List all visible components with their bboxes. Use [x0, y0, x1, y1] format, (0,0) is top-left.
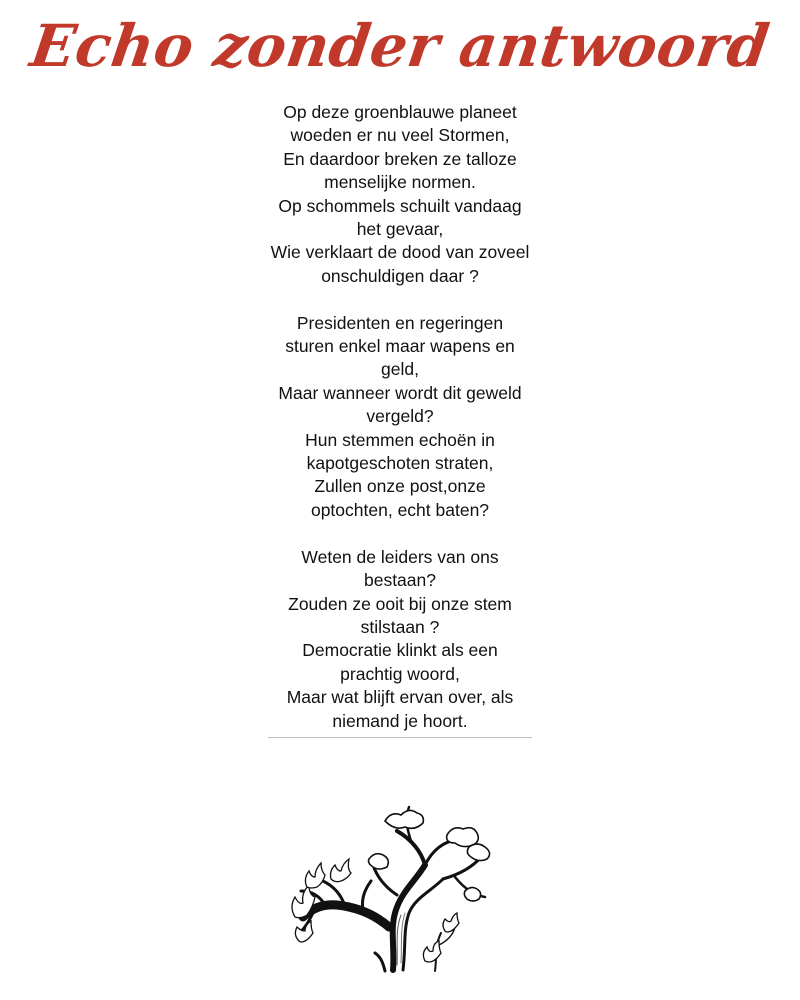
poem-line: Presidenten en regeringen — [296, 312, 504, 333]
divider — [268, 737, 532, 738]
poem-body — [250, 101, 550, 733]
poem-line: menselijke normen. — [324, 172, 476, 193]
poem-line: Op deze groenblauwe planeet — [283, 102, 517, 122]
poem-line: Maar wat blijft ervan over, als — [286, 687, 514, 708]
poem-line: onschuldigen daar ? — [321, 265, 479, 286]
poem-line: Zouden ze ooit bij onze stem — [288, 593, 512, 614]
poem-line: geld, — [381, 359, 419, 380]
poem-line: optochten, echt baten? — [310, 499, 490, 520]
poem-line: En daardoor breken ze talloze — [283, 148, 517, 169]
poem-line: stilstaan ? — [360, 616, 440, 637]
poem-line: Op schommels schuilt vandaag — [278, 195, 522, 216]
poem-line: niemand je hoort. — [332, 710, 468, 731]
poem-line: Maar wanneer wordt dit geweld — [278, 382, 522, 403]
poem-line: het gevaar, — [356, 219, 444, 240]
poem-stanza — [250, 312, 550, 523]
poem-line: Zullen onze post,onze — [314, 476, 486, 497]
poem-line: Wie verklaart de dood van zoveel — [270, 242, 530, 263]
poem-stanza — [250, 546, 550, 733]
poem-line: Hun stemmen echoën in — [305, 429, 495, 450]
poem-line: vergeld? — [366, 406, 434, 427]
page-title: Echo zonder antwoord — [26, 12, 774, 80]
poem-line: prachtig woord, — [340, 663, 460, 684]
poem-line: sturen enkel maar wapens en — [285, 336, 515, 357]
poem-stanza — [250, 101, 550, 288]
poem-line: kapotgeschoten straten, — [306, 453, 494, 474]
poem-line: woeden er nu veel Stormen, — [290, 125, 510, 146]
tree-icon — [285, 795, 515, 975]
poem-line: bestaan? — [363, 570, 436, 591]
poem-line: Weten de leiders van ons — [301, 546, 499, 567]
poem-line: Democratie klinkt als een — [302, 640, 498, 661]
